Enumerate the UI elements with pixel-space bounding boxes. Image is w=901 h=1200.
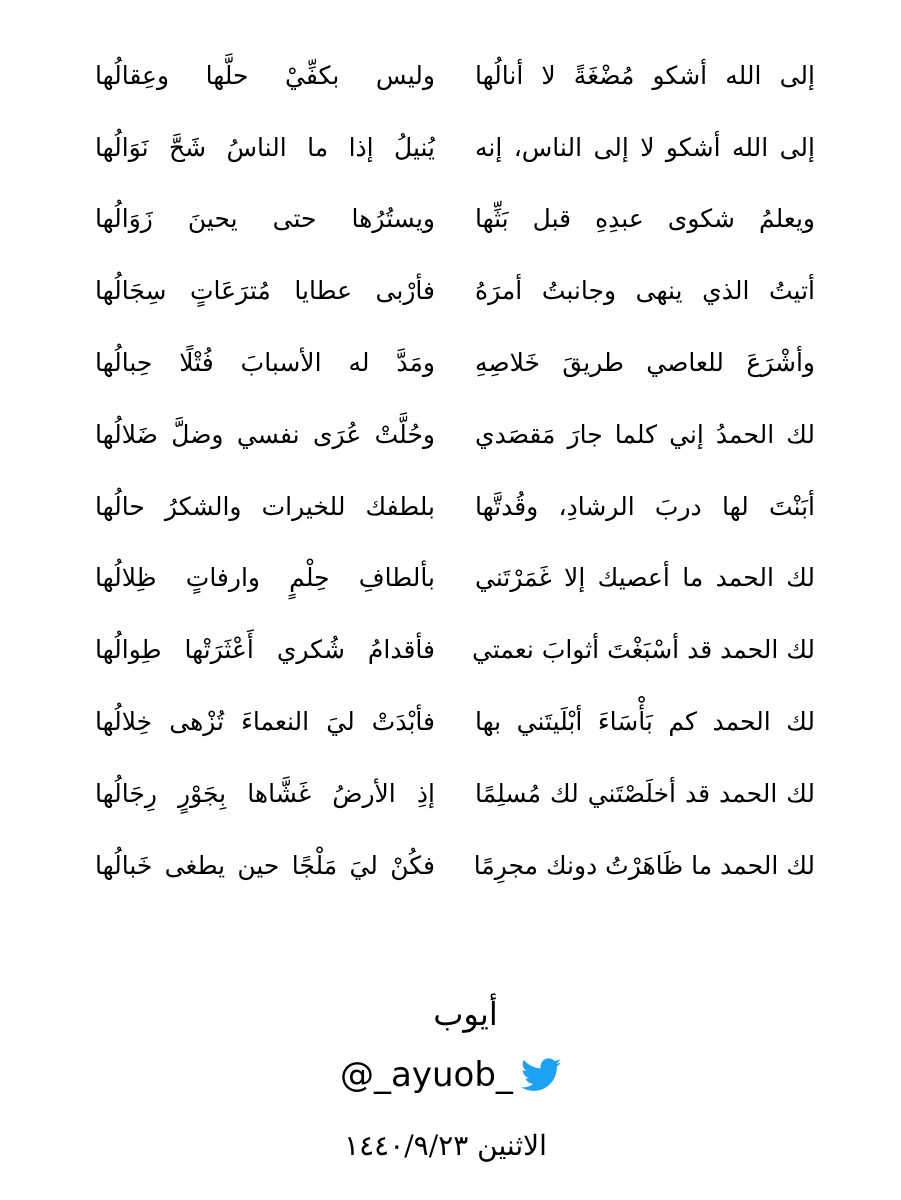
second-hemistich: فكُنْ ليَ مَلْجًا حين يطغى خَبالُها	[95, 850, 435, 880]
first-hemistich: لك الحمد كم بَأْسَاءَ أبْلَيتَني بها	[475, 707, 815, 737]
first-hemistich: إلى الله أشكو لا إلى الناس، إنه	[475, 132, 815, 162]
first-hemistich: لك الحمدُ إني كلما جارَ مَقصَدي	[475, 419, 815, 449]
first-hemistich: لك الحمد قد أخلَصْتَني لك مُسلِمًا	[475, 778, 815, 808]
second-hemistich: ويستُرُها حتى يحينَ زَوَالُها	[95, 204, 435, 234]
first-hemistich: إلى الله أشكو مُضْغَةً لا أنالُها	[475, 60, 815, 90]
verse-line	[95, 758, 815, 830]
verse-line	[95, 184, 815, 256]
first-hemistich: لك الحمد قد أسْبَغْتَ أثوابَ نعمتي	[472, 635, 815, 665]
twitter-bird-icon	[521, 1058, 561, 1092]
second-hemistich: فأبْدَتْ ليَ النعماءَ تُزْهى خِلالُها	[95, 707, 435, 737]
second-hemistich: يُنيلُ إذا ما الناسُ شَحَّ نَوَالُها	[95, 132, 435, 162]
second-hemistich: فأرْبى عطايا مُترَعَاتٍ سِجَالُها	[95, 276, 435, 306]
poem	[95, 40, 815, 902]
verse-line	[95, 543, 815, 615]
date: الاثنين ١٤٤٠/٩/٢٣	[344, 1129, 547, 1162]
verse-line	[95, 399, 815, 471]
verse-line	[95, 686, 815, 758]
second-hemistich: بلطفك للخيرات والشكرُ حالُها	[95, 491, 435, 521]
second-hemistich: وحُلَّتْ عُرَى نفسي وضلَّ ضَلالُها	[95, 419, 435, 449]
verse-line	[95, 327, 815, 399]
second-hemistich: بألطافِ حِلْمٍ وارفاتٍ ظِلالُها	[95, 563, 435, 593]
signature	[0, 990, 901, 1166]
first-hemistich: وأشْرَعَ للعاصي طريقَ خَلاصِهِ	[475, 348, 815, 378]
verse-line	[95, 255, 815, 327]
twitter-handle: @_ayuob_	[340, 1055, 513, 1095]
verse-line	[95, 471, 815, 543]
second-hemistich: إذِ الأرضُ غَشَّاها بِجَوْرٍ رِجَالُها	[95, 778, 435, 808]
verse-line	[95, 40, 815, 112]
first-hemistich: لك الحمد ما أعصيك إلا غَمَرْتَني	[475, 563, 815, 593]
second-hemistich: وليس بكفِّيْ حلَّها وعِقالُها	[95, 60, 435, 90]
first-hemistich: ويعلمُ شكوى عبدِهِ قبل بَثِّها	[475, 204, 815, 234]
first-hemistich: لك الحمد ما ظَاهَرْتُ دونك مجرِمًا	[473, 850, 815, 880]
verse-line	[95, 112, 815, 184]
author-name: أيوب	[433, 995, 498, 1033]
second-hemistich: ومَدَّ له الأسبابَ فُتْلًا حِبالُها	[95, 348, 435, 378]
twitter-handle-row	[0, 1050, 901, 1100]
verse-line	[95, 614, 815, 686]
second-hemistich: فأقدامُ شُكري أَعْثَرَتْها طِوالُها	[95, 635, 435, 665]
first-hemistich: أتيتُ الذي ينهى وجانبتُ أمرَهُ	[475, 276, 815, 306]
first-hemistich: أبَنْتَ لها دربَ الرشادِ، وقُدتَّها	[475, 491, 815, 521]
verse-line	[95, 830, 815, 902]
